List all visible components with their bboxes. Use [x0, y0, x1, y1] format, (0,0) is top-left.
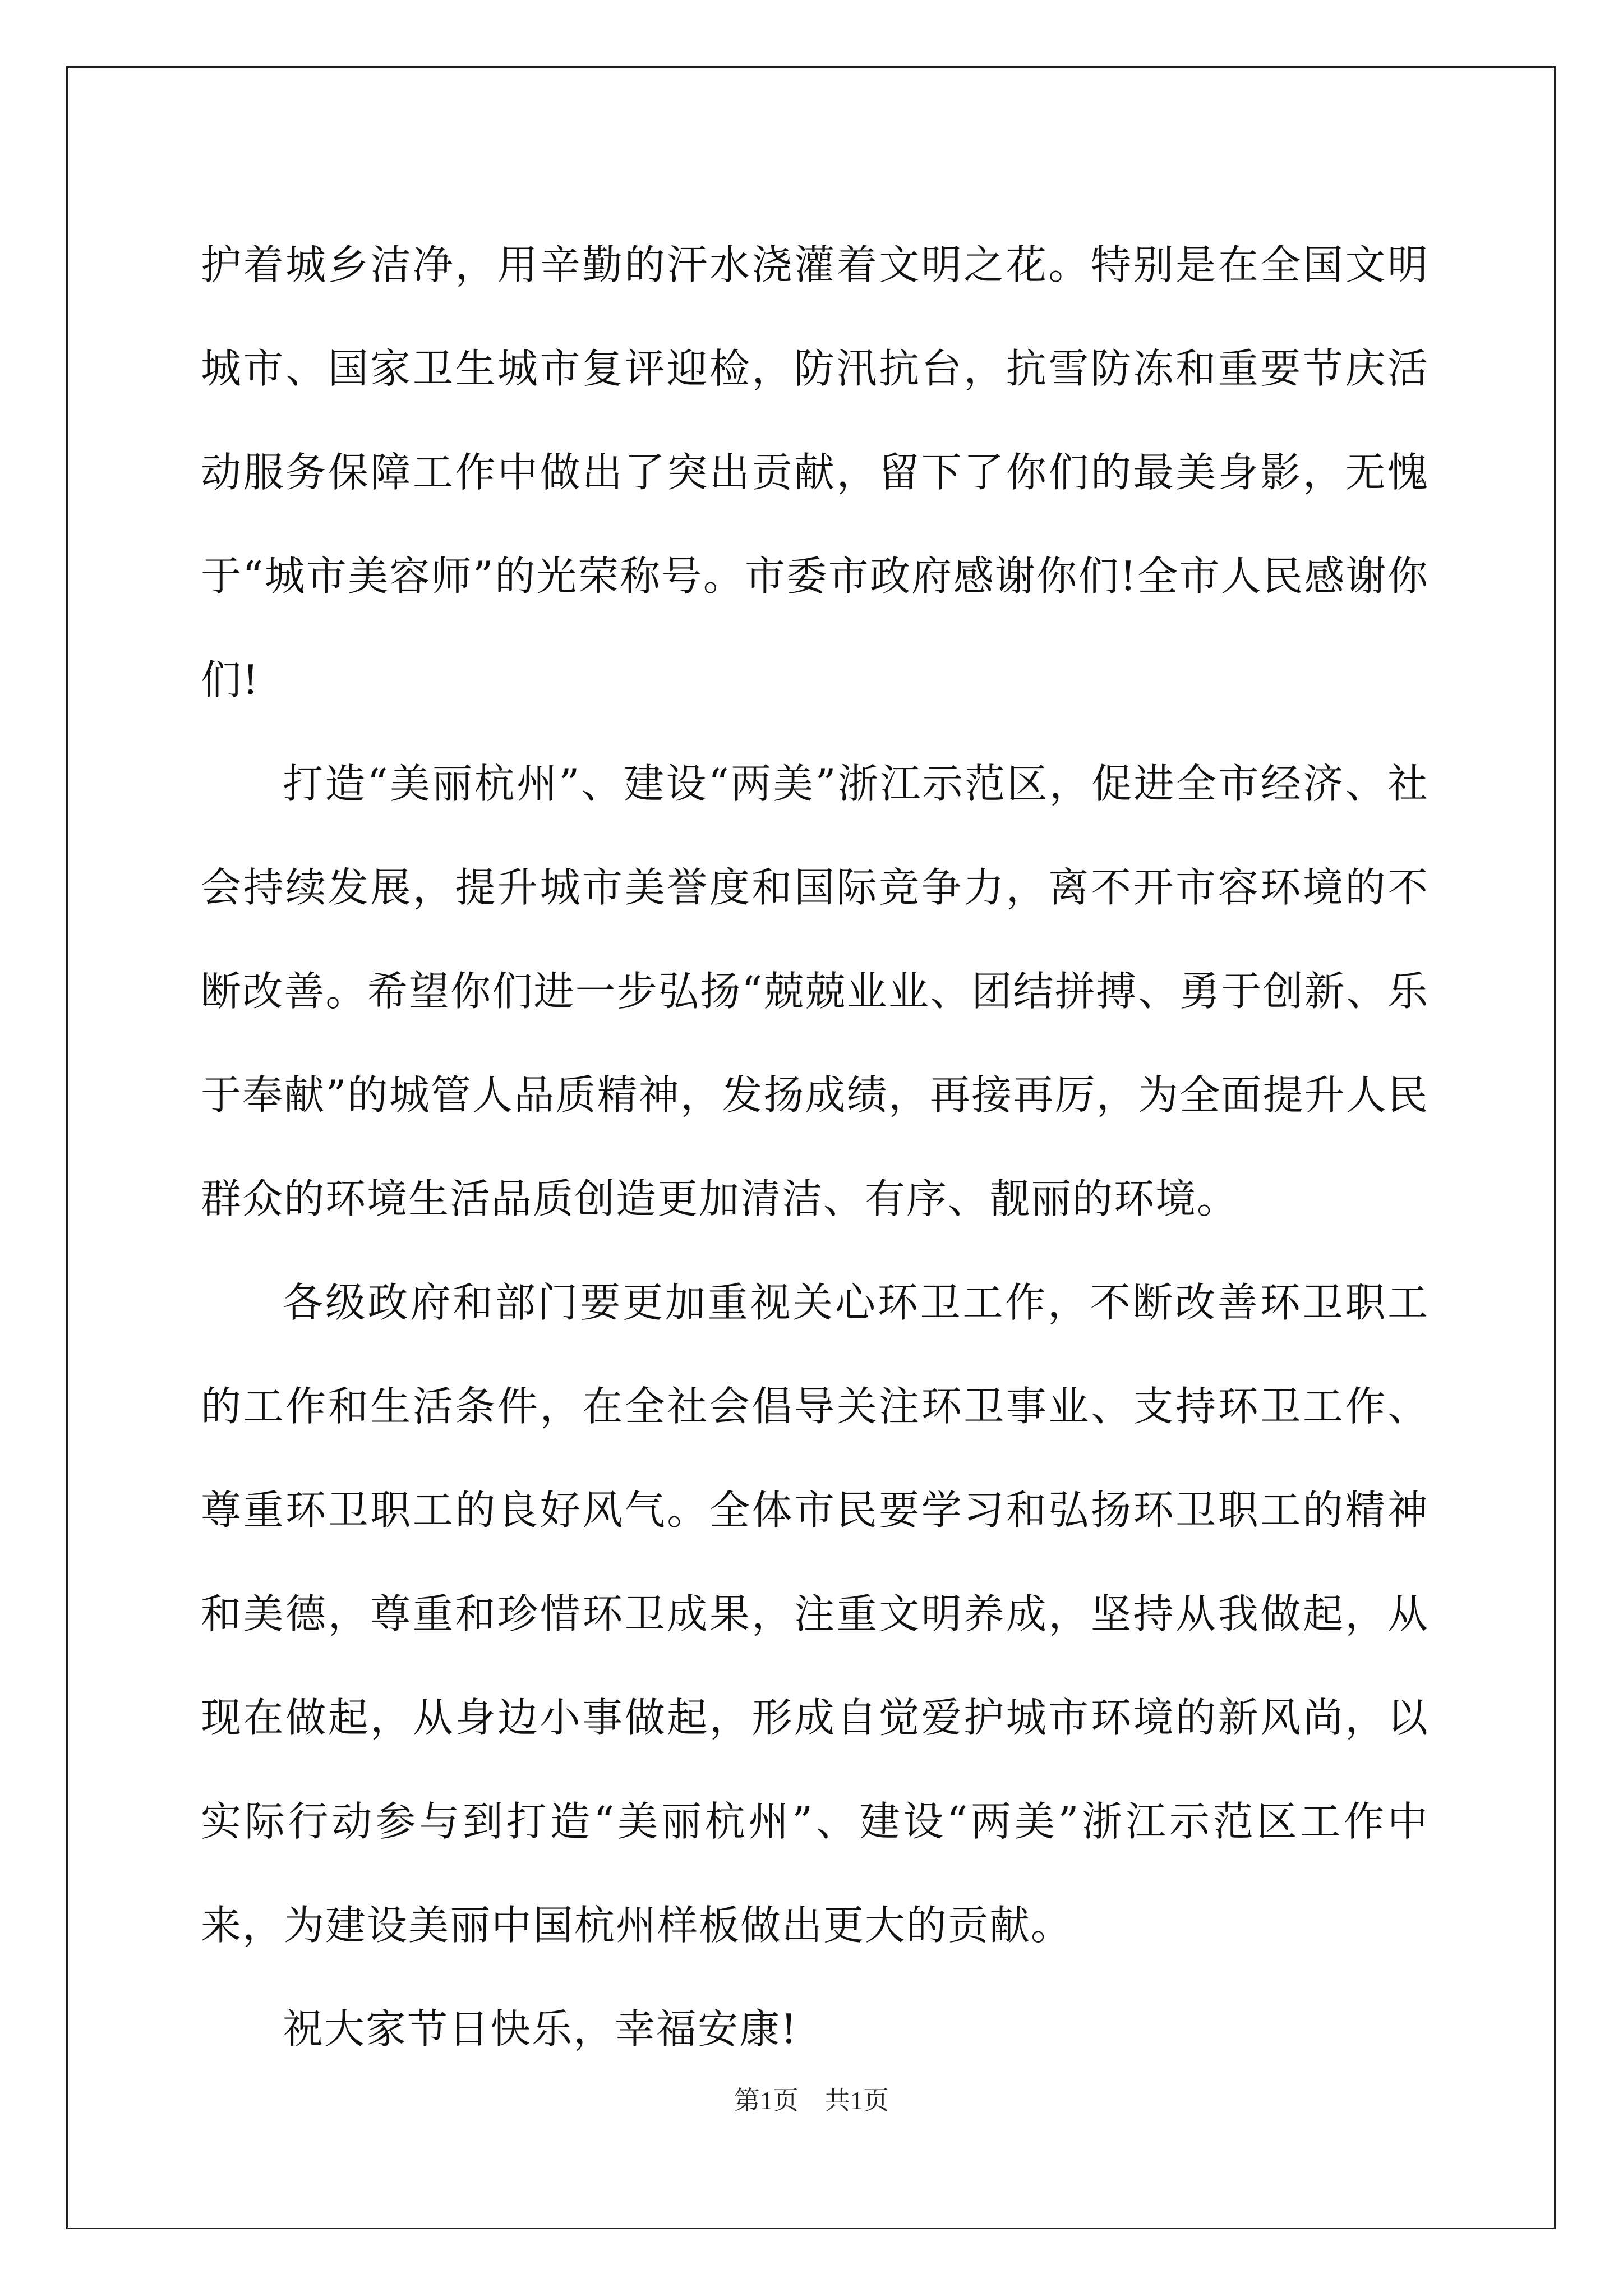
paragraph-1: 护着城乡洁净，用辛勤的汗水浇灌着文明之花。特别是在全国文明城市、国家卫生城市复评迎检，防汛抗台，抗雪防冻和重要节庆活动服务保障工作中做出了突出贡献，留下了你们的最美身影，无愧于“城市美容师”的光荣称号。市委市政府感谢你们!全市人民感谢你们! [201, 241, 1429, 703]
paragraph-3: 各级政府和部门要更加重视关心环卫工作，不断改善环卫职工的工作和生活条件，在全社会倡导关注环卫事业、支持环卫工作、尊重环卫职工的良好风气。全体市民要学习和弘扬环卫职工的精神和美德，尊重和珍惜环卫成果，注重文明养成，坚持从我做起，从现在做起，从身边小事做起，形成自觉爱护城市环境的新风尚，以实际行动参与到打造“美丽杭州”、建设“两美”浙江示范区工作中来，为建设美丽中国杭州样板做出更大的贡献。 [201, 1279, 1429, 1949]
document-body [201, 213, 1429, 2081]
paragraph-4: 祝大家节日快乐，幸福安康! [283, 2005, 798, 2053]
paragraph-2: 打造“美丽杭州”、建设“两美”浙江示范区，促进全市经济、社会持续发展，提升城市美誉度和国际竞争力，离不开市容环境的不断改善。希望你们进一步弘扬“兢兢业业、团结拼搏、勇于创新、乐于奉献”的城管人品质精神，发扬成绩，再接再厉，为全面提升人民群众的环境生活品质创造更加清洁、有序、靓丽的环境。 [201, 760, 1429, 1222]
page-number-footer: 第1页 共1页 [734, 2086, 889, 2115]
